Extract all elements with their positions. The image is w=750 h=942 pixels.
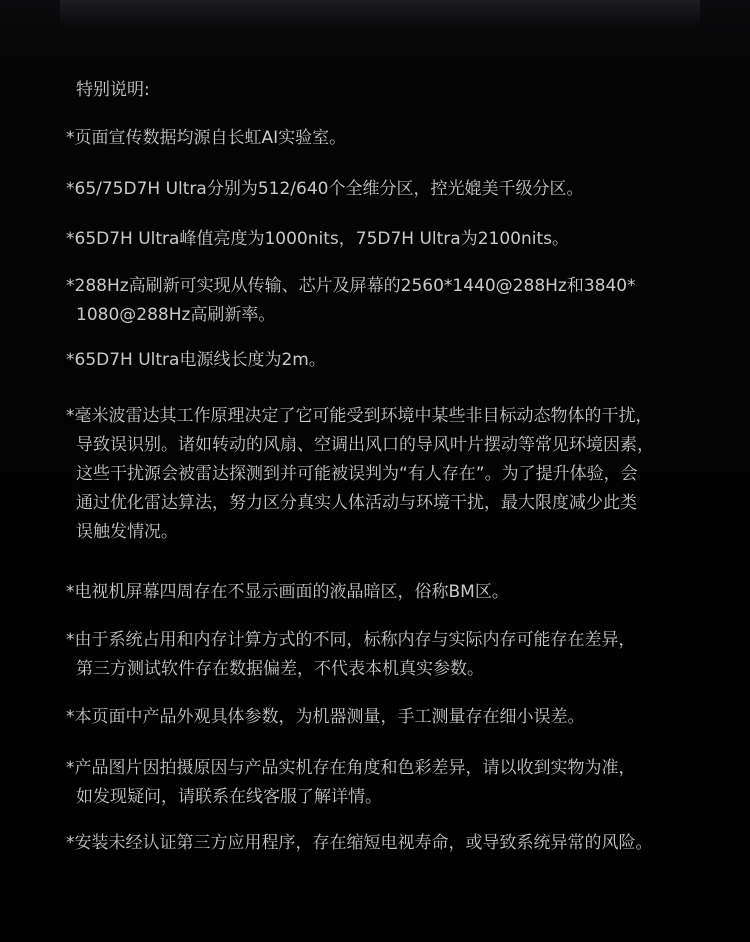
note-mmwave-radar bbox=[66, 402, 736, 547]
note-appearance-params bbox=[66, 703, 736, 732]
note-line: *288Hz高刷新可实现从传输、芯片及屏幕的2560*1440@288Hz和3840* bbox=[66, 276, 636, 296]
note-line: *安装未经认证第三方应用程序，存在缩短电视寿命，或导致系统异常的风险。 bbox=[66, 833, 653, 853]
note-line: *毫米波雷达其工作原理决定了它可能受到环境中某些非目标动态物体的干扰， bbox=[66, 406, 653, 426]
note-line: *由于系统占用和内存计算方式的不同，标称内存与实际内存可能存在差异， bbox=[66, 630, 636, 650]
section-heading: 特别说明: bbox=[76, 80, 150, 100]
note-line: 通过优化雷达算法，努力区分真实人体活动与环境干扰，最大限度减少此类 bbox=[76, 493, 637, 513]
note-line: *页面宣传数据均源自长虹AI实验室。 bbox=[66, 128, 347, 148]
note-line: 1080@288Hz高刷新率。 bbox=[76, 305, 276, 325]
note-peak-brightness bbox=[66, 225, 736, 254]
note-line: *65D7H Ultra电源线长度为2m。 bbox=[66, 350, 326, 370]
note-third-party-apps bbox=[66, 829, 736, 858]
note-dimming-zones bbox=[66, 175, 736, 204]
note-product-images bbox=[66, 754, 736, 812]
note-line: 误触发情况。 bbox=[76, 522, 178, 542]
note-line: *本页面中产品外观具体参数，为机器测量，手工测量存在细小误差。 bbox=[66, 707, 585, 727]
note-line: *电视机屏幕四周存在不显示画面的液晶暗区，俗称BM区。 bbox=[66, 582, 509, 602]
note-line: 这些干扰源会被雷达探测到并可能被误判为“有人存在”。为了提升体验，会 bbox=[76, 464, 638, 484]
note-power-cord bbox=[66, 346, 736, 375]
note-line: 导致误识别。诸如转动的风扇、空调出风口的导风叶片摆动等常见环境因素， bbox=[76, 435, 654, 455]
note-ai-lab-source bbox=[66, 124, 736, 153]
note-bm-area bbox=[66, 578, 736, 607]
note-memory-difference bbox=[66, 626, 736, 684]
note-line: 第三方测试软件存在数据偏差，不代表本机真实参数。 bbox=[76, 659, 484, 679]
note-line: *65D7H Ultra峰值亮度为1000nits，75D7H Ultra为2100nits。 bbox=[66, 229, 569, 249]
note-line: *65/75D7H Ultra分别为512/640个全维分区，控光媲美千级分区。 bbox=[66, 179, 584, 199]
note-line: *产品图片因拍摄原因与产品实机存在角度和色彩差异，请以收到实物为准， bbox=[66, 758, 636, 778]
note-refresh-rate bbox=[66, 272, 736, 330]
note-line: 如发现疑问，请联系在线客服了解详情。 bbox=[76, 787, 382, 807]
